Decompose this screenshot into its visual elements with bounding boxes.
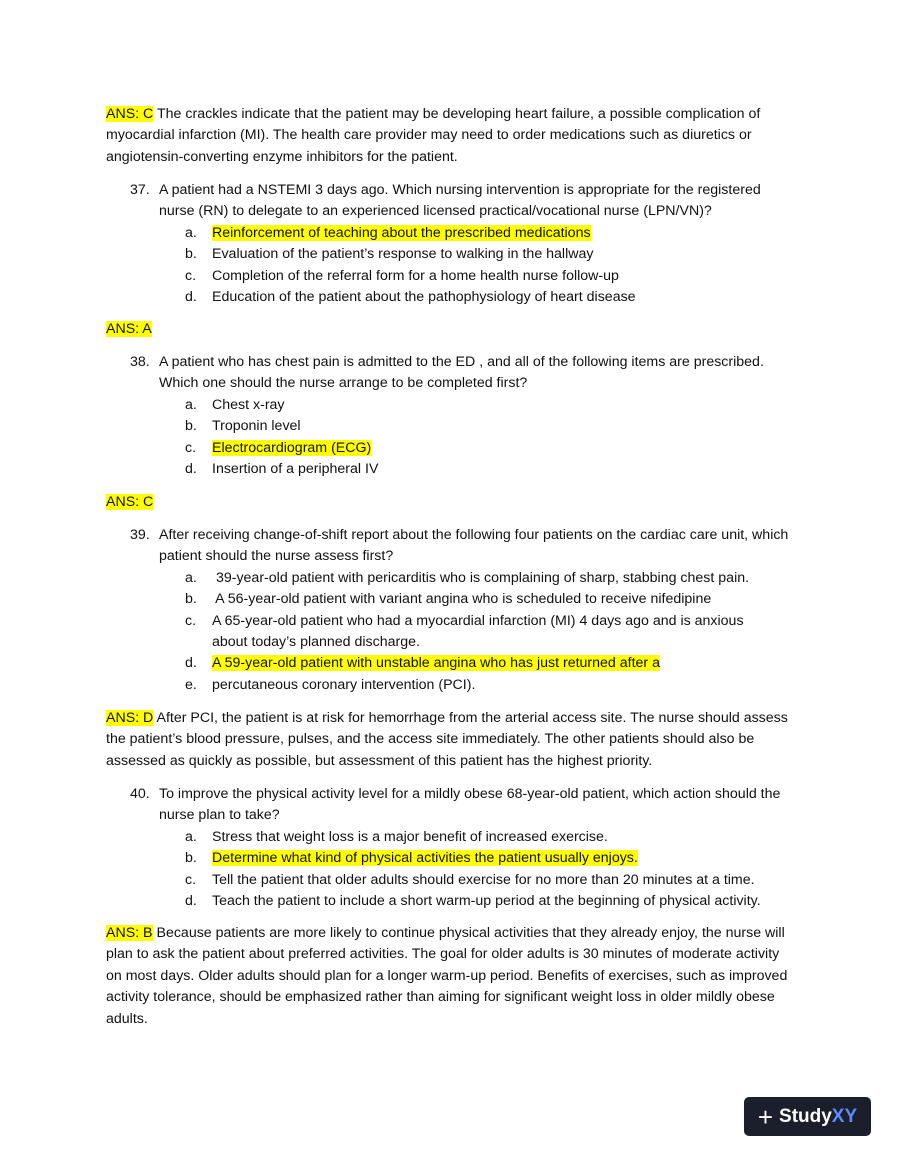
option-letter: a. <box>185 396 197 413</box>
option-text: A 65-year-old patient who had a myocardial infarction (MI) 4 days ago and is anxious about today’s planned discharge. <box>212 612 744 650</box>
option-text: Reinforcement of teaching about the prescribed medications <box>212 224 591 241</box>
question-text: After receiving change-of-shift report about the following four patients on the cardiac care unit, which patient should the nurse assess first? <box>159 527 789 565</box>
option-text: Determine what kind of physical activities the patient usually enjoys. <box>212 850 638 867</box>
question-number: 39. <box>130 527 150 543</box>
option-text: Electrocardiogram (ECG) <box>212 439 372 456</box>
answer-label: ANS: C <box>106 494 154 510</box>
answer-rationale: Because patients are more likely to continue physical activities that they already enjoy, the nurse will plan to ask the patient about preferred activities. The goal for older adults is 30 minutes of moderate activity on most days. Older adults should plan for a longer warm-up period. Benefits of exercises, such as improved activity tolerance, should be emphasized rather than aiming for significant weight loss in older mildly obese adults. <box>106 925 788 1027</box>
option-letter: d. <box>185 460 197 477</box>
option-letter: a. <box>185 569 197 586</box>
answer-paragraph-40 <box>106 923 796 1030</box>
option-a <box>130 395 795 416</box>
logo-word-study: Study <box>779 1105 832 1127</box>
option-letter: d. <box>185 892 197 909</box>
option-a <box>130 223 795 244</box>
option-a <box>130 568 795 589</box>
option-d <box>130 459 795 480</box>
option-letter: a. <box>185 224 197 241</box>
option-text: Stress that weight loss is a major benefit of increased exercise. <box>212 828 608 845</box>
option-text: Teach the patient to include a short warm-up period at the beginning of physical activity. <box>212 892 761 909</box>
option-b <box>130 848 795 869</box>
answer-rationale: The crackles indicate that the patient may be developing heart failure, a possible complication of myocardial infarction (MI). The health care provider may need to order medications such as diuretics or angiotensin-converting enzyme inhibitors for the patient. <box>106 106 761 165</box>
option-text: 39-year-old patient with pericarditis who is complaining of sharp, stabbing chest pain. <box>212 569 750 586</box>
option-letter: b. <box>185 850 197 867</box>
option-letter: c. <box>185 439 197 456</box>
question-text: To improve the physical activity level for a mildly obese 68-year-old patient, which action should the nurse plan to take? <box>159 786 781 824</box>
option-d <box>130 653 795 674</box>
option-a <box>130 827 795 848</box>
option-letter: d. <box>185 288 197 305</box>
option-letter: c. <box>185 267 197 284</box>
option-d <box>130 287 795 308</box>
options-list <box>130 827 795 913</box>
answer-38 <box>106 492 153 513</box>
option-e <box>130 675 795 696</box>
question-text: A patient who has chest pain is admitted to the ED , and all of the following items are prescribed. Which one should the nurse arrange to be completed first? <box>159 354 764 392</box>
option-b <box>130 244 795 265</box>
answer-label: ANS: A <box>106 321 152 337</box>
question-number: 37. <box>130 182 150 198</box>
option-text: Troponin level <box>212 418 301 435</box>
option-c <box>130 438 795 459</box>
option-c <box>130 870 795 891</box>
option-text: A 56-year-old patient with variant angina who is scheduled to receive nifedipine <box>212 591 712 608</box>
options-list <box>130 395 795 481</box>
logo-word-xy: XY <box>831 1105 858 1127</box>
answer-paragraph-36 <box>106 104 796 168</box>
option-d <box>130 891 795 912</box>
question-number: 38. <box>130 354 150 370</box>
question-40 <box>130 784 795 912</box>
answer-rationale: After PCI, the patient is at risk for hemorrhage from the arterial access site. The nurse should assess the patient’s blood pressure, pulses, and the access site immediately. The other patients should also be assessed as quickly as possible, but assessment of this patient has the highest priority. <box>106 710 788 769</box>
options-list <box>130 568 795 696</box>
answer-paragraph-39 <box>106 708 796 772</box>
option-letter: e. <box>185 676 197 693</box>
option-c <box>130 611 795 654</box>
question-38 <box>130 352 795 480</box>
answer-label: ANS: C <box>106 106 154 122</box>
option-b <box>130 416 795 437</box>
options-list <box>130 223 795 309</box>
plus-icon: + <box>757 1101 774 1132</box>
option-letter: b. <box>185 591 197 608</box>
option-letter: c. <box>185 612 197 629</box>
answer-label: ANS: D <box>106 710 154 726</box>
studyxy-logo <box>744 1097 871 1136</box>
question-39 <box>130 525 795 696</box>
option-text: percutaneous coronary intervention (PCI). <box>212 676 476 693</box>
option-text: Insertion of a peripheral IV <box>212 460 379 477</box>
question-text: A patient had a NSTEMI 3 days ago. Which nursing intervention is appropriate for the registered nurse (RN) to delegate to an experienced licensed practical/vocational nurse (LPN/VN)? <box>159 182 761 220</box>
question-37 <box>130 180 795 308</box>
answer-label: ANS: B <box>106 925 153 941</box>
option-b <box>130 589 795 610</box>
answer-37 <box>106 319 152 340</box>
option-text: Completion of the referral form for a home health nurse follow-up <box>212 267 619 284</box>
option-text: Chest x-ray <box>212 396 285 413</box>
option-text: Evaluation of the patient’s response to walking in the hallway <box>212 246 594 263</box>
option-letter: b. <box>185 418 197 435</box>
option-text: A 59-year-old patient with unstable angina who has just returned after a <box>212 655 660 672</box>
option-text: Tell the patient that older adults should exercise for no more than 20 minutes at a time. <box>212 871 755 888</box>
option-letter: b. <box>185 246 197 263</box>
option-letter: c. <box>185 871 197 888</box>
option-text: Education of the patient about the pathophysiology of heart disease <box>212 288 636 305</box>
option-c <box>130 266 795 287</box>
question-number: 40. <box>130 786 150 802</box>
option-letter: d. <box>185 655 197 672</box>
option-letter: a. <box>185 828 197 845</box>
